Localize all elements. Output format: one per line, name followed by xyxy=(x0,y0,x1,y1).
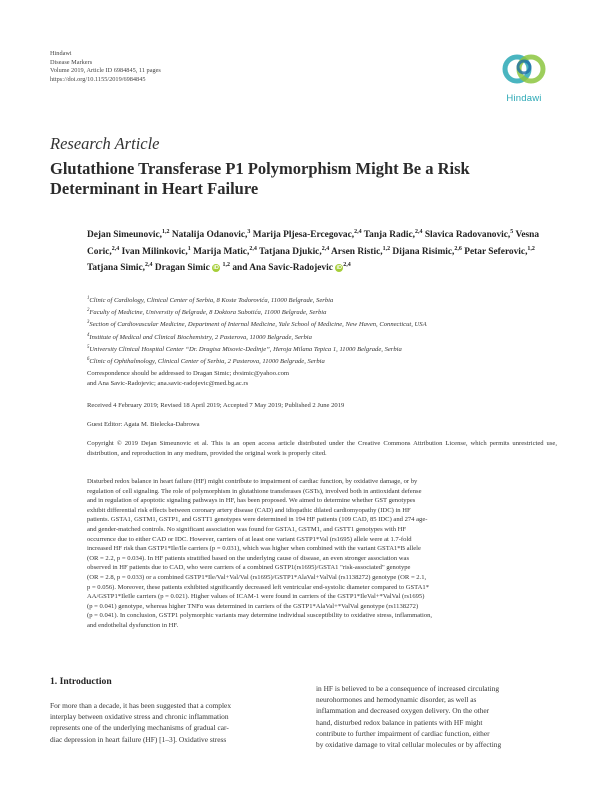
abstract-line: increased HF risk than GSTP1*Ile/Ile carriers (p = 0.031), which was higher when combined with the variant GSTA1*B allele xyxy=(87,545,421,553)
author-affiliation-ref: 1,2 xyxy=(527,245,535,252)
abstract-line: exhibit differential risk effects between coronary artery disease (CAD) and idiopathic dilated cardiomyopathy (IDC) in HF xyxy=(87,506,411,514)
abstract xyxy=(87,477,557,631)
author-name: Marija Matic, xyxy=(193,246,250,257)
affiliation-item xyxy=(87,355,557,367)
author-affiliation-ref: 2,4 xyxy=(354,229,362,235)
hindawi-logo-icon xyxy=(495,45,553,93)
affiliation-number: 6 xyxy=(87,356,90,362)
affiliation-item xyxy=(87,306,557,318)
abstract-line: and in regulation of apoptotic signaling pathways in HF, has been proposed. We aimed to determine whether GST genotypes xyxy=(87,497,416,505)
intro-text-line: diac depression in heart failure (HF) [1–3]. Oxidative stress xyxy=(50,734,227,744)
author-affiliation-ref: 5 xyxy=(510,229,514,235)
abstract-line: AA/GSTP1*IleIle carriers (p = 0.021). Higher values of ICAM-1 were found in carriers of the GSTP1*IleVal+*ValVal (rs1695) xyxy=(87,593,425,601)
abstract-line: (OR = 2.2, p = 0.034). In HF patients stratified based on the underlying cause of disease, an even stronger association was xyxy=(87,554,410,562)
abstract-line: regulation of cell signaling. The role of polymorphism in glutathione transferases (GSTs), involved both in antioxidant defense xyxy=(87,487,422,495)
author-name: Vesna Coric, xyxy=(87,230,540,257)
author-affiliation-ref: 2,4 xyxy=(249,245,257,252)
affiliation-number: 4 xyxy=(87,332,90,338)
affiliation-item xyxy=(87,331,557,343)
abstract-line: patients. GSTA1, GSTM1, GSTP1, and GSTT1 genotypes were determined in 194 HF patients (109 CAD, 85 IDC) and 274 age- xyxy=(87,516,428,524)
author-name: and Ana Savic-Radojevic xyxy=(232,263,333,274)
author-name: Dragan Simic xyxy=(154,263,210,274)
author-affiliation-ref: 2,4 xyxy=(415,229,423,235)
correspondence xyxy=(87,369,557,388)
author-name: Petar Seferovic, xyxy=(464,246,528,257)
author-name: Natalija Odanovic, xyxy=(171,230,248,241)
volume-line: Volume 2019, Article ID 6984845, 11 pages xyxy=(50,67,161,75)
intro-text-line: neurohormones and hemodynamic disorder, as well as xyxy=(316,695,477,705)
title-line: Determinant in Heart Failure xyxy=(50,179,259,198)
intro-column-right xyxy=(316,683,558,750)
doi-link[interactable]: https://doi.org/10.1155/2019/6984845 xyxy=(50,75,146,83)
copyright-notice: Copyright © 2019 Dejan Simeunovic et al. This is an open access article distributed under the Creative Commons Attribution License, which permits unrestricted use, distribution, and reproduction in any medium, provided the original work is properly cited. xyxy=(87,440,557,457)
author-name: Dijana Risimic, xyxy=(392,246,455,257)
abstract-line: p = 0.056). Moreover, these patients exhibited significantly decreased left ventricular end-systolic diameter compared to GSTA1* xyxy=(87,583,430,591)
affiliation-item xyxy=(87,294,557,306)
article-title xyxy=(50,159,560,199)
author-affiliation-ref: 1 xyxy=(187,245,191,252)
affiliation-text: University Clinical Hospital Center “Dr. Dragisa Misovic-Dedinje”, Heroja Milana Tepica 1, 11000 Belgrade, Serbia xyxy=(89,345,402,353)
publisher-name: Hindawi xyxy=(50,50,72,57)
intro-text-line: contribute to further impairment of cardiac function, either xyxy=(316,728,490,738)
abstract-line: and gender-matched controls. No significant association was found for GSTA1, GSTM1, and GSTT1 genotypes with HF xyxy=(87,525,407,533)
affiliation-text: Section of Cardiovascular Medicine, Department of Internal Medicine, Yale School of Medicine, New Haven, Connecticut, USA xyxy=(89,321,427,329)
author-affiliation-ref: 2,6 xyxy=(454,245,462,252)
title-line: Glutathione Transferase P1 Polymorphism Might Be a Risk xyxy=(50,159,470,178)
orcid-icon[interactable]: iD xyxy=(336,265,342,272)
abstract-line: occurrence due to either CAD or IDC. However, carriers of at least one variant GSTP1*Val (rs1695) allele were at 1.7-fold xyxy=(87,535,412,543)
intro-column-left xyxy=(50,700,292,745)
intro-text-line: represents one of the underlying mechanisms of gradual car- xyxy=(50,723,229,733)
author-affiliation-ref: 2,4 xyxy=(111,245,120,252)
author-affiliation-ref: 2,4 xyxy=(321,245,330,252)
publication-dates: Received 4 February 2019; Revised 18 April 2019; Accepted 7 May 2019; Published 2 June 2019 xyxy=(87,402,345,409)
intro-text-line: by oxidative damage to vital cellular molecules or by affecting xyxy=(316,740,502,750)
abstract-line: (p = 0.041) genotype, whereas higher TNFα was determined in carriers of the GSTP1*AlaVal+*ValVal genotype (rs1138272) xyxy=(87,602,419,610)
abstract-line: and endothelial dysfunction in HF. xyxy=(87,621,179,629)
author-affiliation-ref: 1,2 xyxy=(162,229,170,235)
author-name: Tatjana Djukic, xyxy=(259,246,322,257)
abstract-line: observed in HF patients due to CAD, who were carriers of a combined GSTP1(rs1695)/GSTA1 "risk-associated" genotype xyxy=(87,564,411,572)
intro-text-line: For more than a decade, it has been suggested that a complex xyxy=(50,701,232,710)
affiliations xyxy=(87,294,557,367)
affiliation-item xyxy=(87,343,557,355)
intro-text-line: inflammation and decreased oxygen delivery. On the other xyxy=(316,706,490,716)
affiliation-text: Faculty of Medicine, University of Belgrade, 8 Doktora Subotića, 11000 Belgrade, Serbia xyxy=(89,309,327,317)
affiliation-text: Clinic of Cardiology, Clinical Center of Serbia, 8 Koste Todorovića, 11000 Belgrade, Serbia xyxy=(89,297,334,305)
author-name: Dejan Simeunovic, xyxy=(87,230,162,241)
author-affiliation-ref: 2,4 xyxy=(343,262,351,269)
affiliation-number: 2 xyxy=(87,308,90,314)
orcid-icon[interactable]: iD xyxy=(213,265,219,272)
journal-name: Disease Markers xyxy=(50,58,93,66)
abstract-line: Disturbed redox balance in heart failure (HF) might contribute to impairment of cardiac function, by oxidative damage, or by xyxy=(87,478,418,485)
intro-text-line: interplay between oxidative stress and chronic inflammation xyxy=(50,712,229,722)
affiliation-text: Clinic of Ophthalmology, Clinical Center of Serbia, 2 Pasterova, 11000 Belgrade, Serbia xyxy=(89,358,325,366)
intro-text-line: in HF is believed to be a consequence of increased circulating xyxy=(316,684,500,693)
author-name: Tanja Radic, xyxy=(363,230,415,241)
affiliation-number: 1 xyxy=(87,296,90,301)
correspondence-line: and Ana Savic-Radojevic; ana.savic-radojevic@med.bg.ac.rs xyxy=(87,379,249,387)
correspondence-line: Correspondence should be addressed to Dragan Simic; dvsimic@yahoo.com xyxy=(87,370,290,377)
affiliation-number: 5 xyxy=(87,344,90,350)
author-affiliation-ref: 1,2 xyxy=(222,262,230,269)
journal-meta xyxy=(50,50,300,84)
article-type: Research Article xyxy=(50,134,160,153)
author-name: Tatjana Simic, xyxy=(87,263,145,274)
hindawi-logo xyxy=(495,45,553,113)
section-heading-introduction: 1. Introduction xyxy=(50,676,112,687)
author-name: Arsen Ristic, xyxy=(331,246,383,257)
affiliation-item xyxy=(87,318,557,330)
author-name: Ivan Milinkovic, xyxy=(121,246,188,257)
abstract-line: (p = 0.041). In conclusion, GSTP1 polymorphic variants may determine individual susceptibility to oxidative stress, inflammation, xyxy=(87,612,433,620)
author-affiliation-ref: 3 xyxy=(247,229,251,235)
abstract-line: (OR = 2.8, p = 0.033) or a combined GSTP1*Ile/Val+Val/Val (rs1695)/GSTP1*AlaVal+ValVal (rs1138272) genotype (OR = 2.1, xyxy=(87,573,427,581)
intro-text-line: hand, disturbed redox balance in patients with HF might xyxy=(316,717,483,727)
affiliation-number: 3 xyxy=(87,320,90,326)
author-list xyxy=(87,226,557,276)
author-affiliation-ref: 1,2 xyxy=(382,245,391,252)
author-name: Marija Pljesa-Ercegovac, xyxy=(252,230,355,241)
affiliation-text: Institute of Medical and Clinical Biochemistry, 2 Pasterova, 11000 Belgrade, Serbia xyxy=(89,333,312,341)
logo-wordmark: Hindawi xyxy=(506,93,542,104)
author-name: Slavica Radovanovic, xyxy=(424,230,511,241)
guest-editor: Guest Editor: Agata M. Bielecka-Dabrowa xyxy=(87,421,200,428)
author-affiliation-ref: 2,4 xyxy=(145,262,153,269)
